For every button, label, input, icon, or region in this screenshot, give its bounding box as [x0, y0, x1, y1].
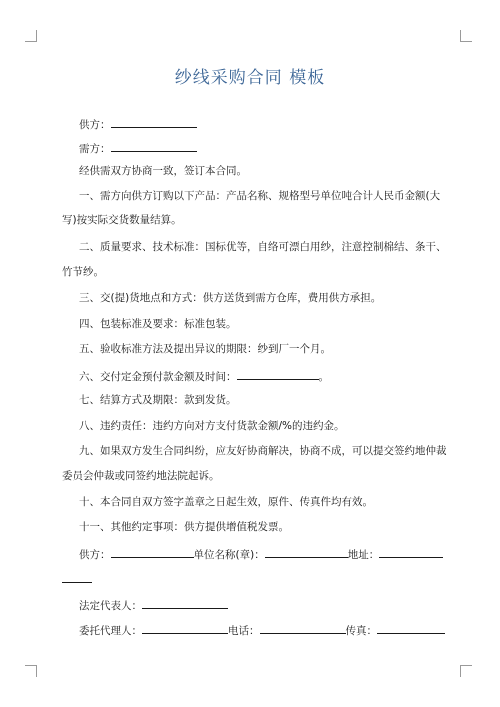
legal-rep-blank[interactable] [142, 597, 228, 609]
buyer-label: 需方： [79, 143, 111, 155]
sig-address-blank[interactable] [379, 546, 443, 558]
clause-2-line-1: 二、质量要求、技术标准：国标优等，自络可漂白用纱，注意控制棉结、条干、 [79, 241, 447, 253]
clause-11: 十一、其他约定事项：供方提供增值税发票。 [79, 521, 289, 533]
agent-label: 委托代理人： [79, 625, 142, 637]
clause-1-line-2: 写)按实际交货数量结算。 [62, 214, 182, 226]
legal-rep-label: 法定代表人： [79, 600, 142, 612]
clause-6-line [79, 368, 329, 384]
clause-7: 七、结算方式及期限：款到发货。 [79, 394, 237, 406]
sig-supplier-label: 供方： [79, 549, 111, 561]
clause-10: 十、本合同自双方签字盖章之日起生效，原件、传真件均有效。 [79, 496, 373, 508]
sig-address-blank-continued[interactable] [62, 571, 92, 583]
supplier-blank[interactable] [111, 116, 197, 128]
agent-line [79, 622, 445, 638]
document-title: 纱线采购合同 模板 [174, 68, 326, 88]
clause-9-line-1: 九、如果双方发生合同纠纷，应友好协商解决，协商不成，可以提交签约地仲裁 [79, 445, 447, 457]
deposit-blank[interactable] [237, 368, 319, 380]
supplier-line [79, 116, 197, 132]
crop-mark-top-left [25, 30, 37, 42]
legal-rep-line [79, 597, 228, 613]
clause-1-line-1: 一、需方向供方订购以下产品：产品名称、规格型号单位吨合计人民币金额(大 [79, 190, 441, 202]
clause-4: 四、包装标准及要求：标准包装。 [79, 318, 237, 330]
sig-supplier-blank[interactable] [111, 546, 194, 558]
buyer-blank[interactable] [111, 140, 197, 152]
clause-8: 八、违约责任：违约方向对方支付货款金额/%的违约金。 [79, 420, 345, 432]
sig-unit-blank[interactable] [265, 546, 348, 558]
clause-6-end: 。 [318, 371, 329, 383]
buyer-line [79, 140, 197, 156]
signature-supplier-line [79, 546, 443, 562]
intro-text: 经供需双方协商一致，签订本合同。 [79, 165, 247, 177]
agent-blank[interactable] [142, 622, 228, 634]
fax-blank[interactable] [377, 622, 445, 634]
crop-mark-bottom-right [460, 665, 472, 677]
fax-label: 传真： [345, 625, 377, 637]
clause-9-line-2: 委员会仲裁或同签约地法院起诉。 [62, 470, 220, 482]
crop-mark-bottom-left [25, 665, 37, 677]
phone-label: 电话： [228, 625, 260, 637]
clause-6: 六、交付定金预付款金额及时间： [79, 371, 237, 383]
crop-mark-top-right [460, 30, 472, 42]
clause-3: 三、交(提)货地点和方式：供方送货到需方仓库，费用供方承担。 [79, 292, 382, 304]
clause-2-line-2: 竹节纱。 [62, 266, 104, 278]
sig-unit-label: 单位名称(章)： [193, 549, 265, 561]
phone-blank[interactable] [260, 622, 346, 634]
clause-5: 五、验收标准方法及提出异议的期限：纱到厂一个月。 [79, 343, 331, 355]
supplier-label: 供方： [79, 119, 111, 131]
sig-address-label: 地址： [347, 549, 380, 561]
